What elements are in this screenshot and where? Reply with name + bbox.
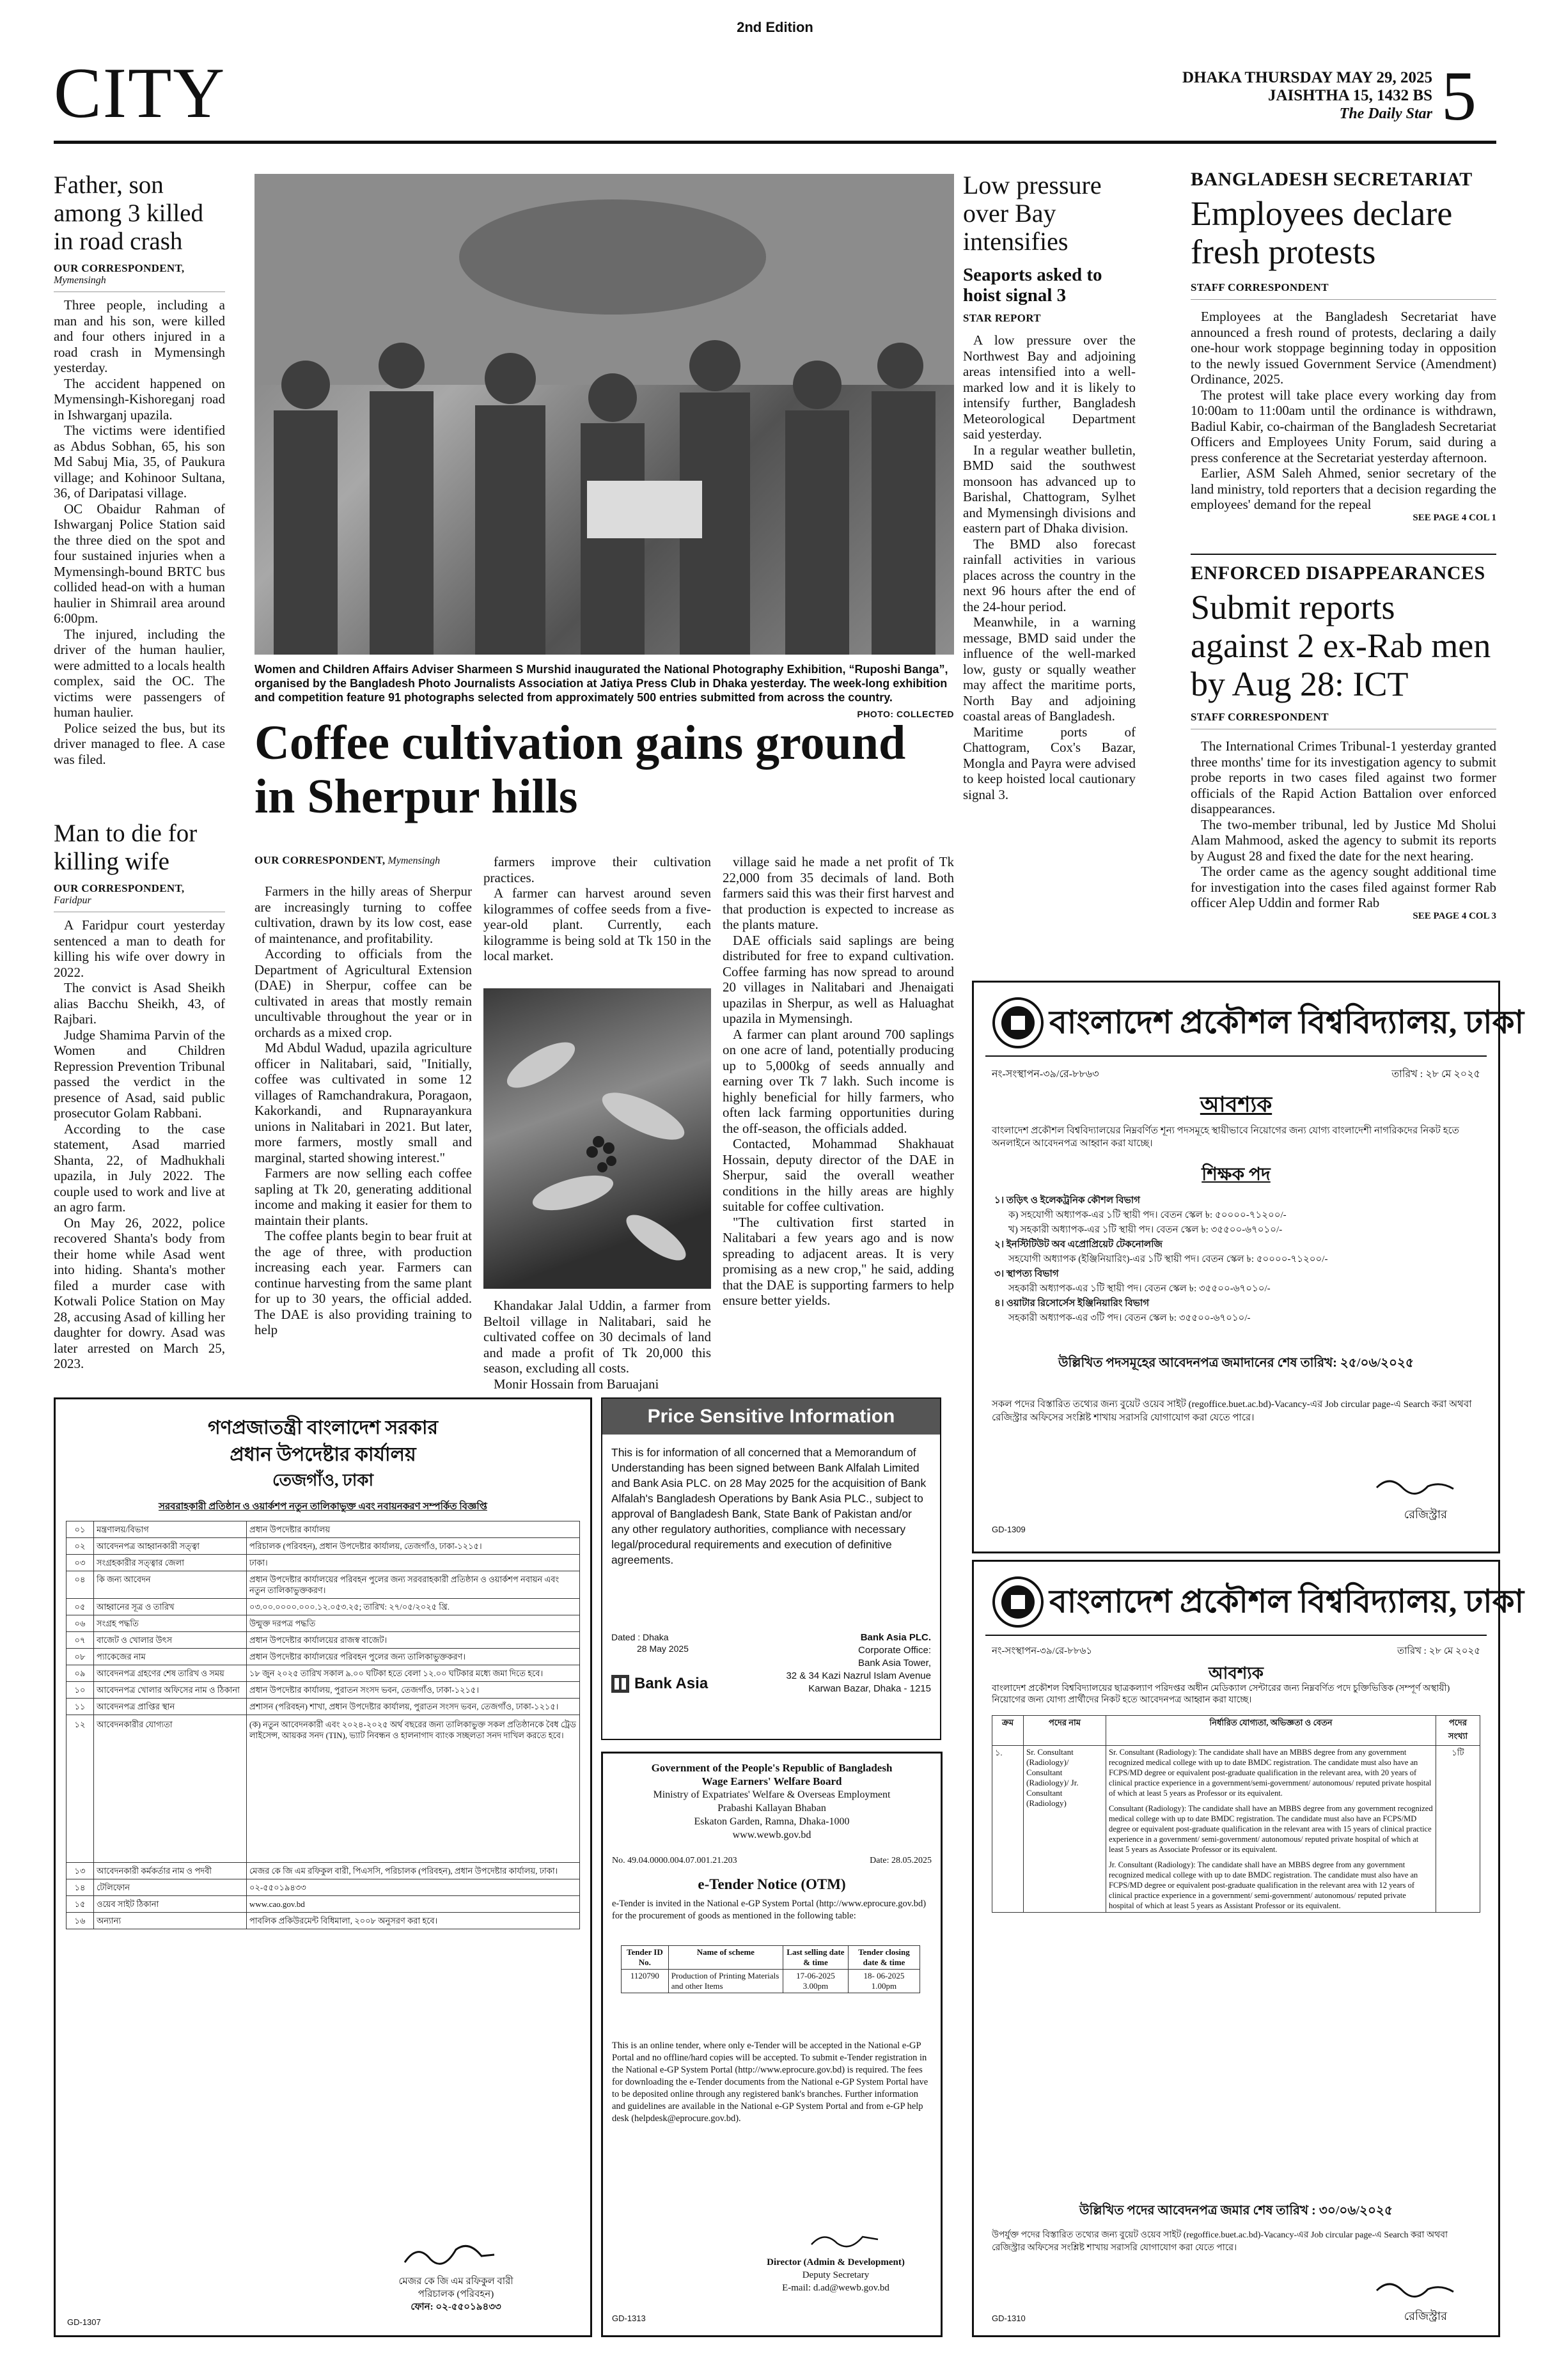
cell-value: ১৮ জুন ২০২৫ তারিখ সকাল ৯.০০ ঘটিকা হতে বেলা ১২.০০ ঘটিকার মধ্যে জমা দিতে হবে। bbox=[247, 1665, 580, 1682]
story-body bbox=[1191, 738, 1496, 911]
buet-ad-teacher bbox=[972, 981, 1524, 1553]
signatory-title: পরিচালক (পরিবহন) bbox=[418, 2289, 494, 2299]
address-line: Karwan Bazar, Dhaka - 1215 bbox=[808, 1683, 931, 1694]
col-scheme: Name of scheme bbox=[668, 1946, 783, 1970]
signatory bbox=[360, 2275, 552, 2314]
bank-address bbox=[786, 1631, 931, 1695]
table-row bbox=[67, 1632, 580, 1649]
ministry: Ministry of Expatriates' Welfare & Overseas Employment bbox=[653, 1789, 891, 1800]
list-item: সহকারী অধ্যাপক-এর ১টি স্থায়ী পদ। বেতন স্কেল ৳: ৩৫৫০০-৬৭০১০/- bbox=[1008, 1284, 1271, 1294]
cell-field: ওয়েব সাইট ঠিকানা bbox=[94, 1896, 247, 1913]
building: Prabashi Kallayan Bhaban bbox=[717, 1803, 826, 1814]
cell-serial: ০৪ bbox=[67, 1571, 94, 1599]
cell-value: পরিচালক (পরিবহন), প্রধান উপদেষ্টার কার্যালয়, তেজগাঁও, ঢাকা-১২১৫। bbox=[247, 1538, 580, 1555]
table-header-row bbox=[622, 1946, 920, 1970]
cell-field: আবেদনপত্র খোলার অফিসের নাম ও ঠিকানা bbox=[94, 1682, 247, 1699]
notice-note: সকল পদের বিস্তারিত তথ্যের জন্য বুয়েট ওয়েব সাইট (regoffice.buet.ac.bd)-Vacancy-এর Job circular page-এ Search করা অথবা রেজিস্ট্রার অফিসের সংশ্লিষ্ট শাখায় সরাসরি যোগাযোগ করা যেতে পারে। bbox=[992, 1399, 1472, 1423]
table-row bbox=[622, 1970, 920, 1993]
ad-code: GD-1313 bbox=[612, 2314, 646, 2323]
notice-date: তারিখ : ২৮ মে ২০২৫ bbox=[1397, 1646, 1480, 1656]
cell-tender-id: 1120790 bbox=[622, 1970, 669, 1993]
col-closing: Tender closing date & time bbox=[848, 1946, 920, 1970]
list-item: সহযোগী অধ্যাপক (ইঞ্জিনিয়ারিং)-এর ১টি স্থায়ী পদ। বেতন স্কেল ৳: ৫০০০০-৭১২০০/- bbox=[1008, 1254, 1328, 1264]
cell-value: মেজর কে জি এম রফিকুল বারী, পিএসসি, পরিচালক (পরিবহন), প্রধান উপদেষ্টার কার্যালয়, ঢাকা। bbox=[247, 1863, 580, 1879]
paragraph: "The cultivation first started in Nalitabari a few years ago and is now spreading to adjacent areas. It is very promising as a new crop," he said, adding that the DAE is supporting farmers to help ensure better yields. bbox=[723, 1214, 954, 1308]
address-line: Corporate Office: bbox=[858, 1645, 931, 1656]
list-item: ১। তড়িৎ ও ইলেকট্রনিক কৌশল বিভাগ bbox=[994, 1195, 1140, 1206]
cell-field: সংগ্রহ পদ্ধতি bbox=[94, 1615, 247, 1632]
paragraph: Monir Hossain from Baruajani bbox=[494, 1376, 659, 1392]
cell-field: প্যাকেজের নাম bbox=[94, 1649, 247, 1665]
gov-title: Government of the People's Republic of Bangladesh bbox=[651, 1762, 893, 1774]
table-row bbox=[67, 1699, 580, 1715]
paragraph: OC Obaidur Rahman of Ishwarganj Police Station said the three died on the spot and four sustained injuries when a Mymensingh-bound BRTC bus collided head-on with a human haulier in Shimrail area around 6:00pm. bbox=[54, 501, 225, 626]
col-count: পদের সংখ্যা bbox=[1436, 1716, 1480, 1746]
cao-ad bbox=[54, 1397, 592, 2337]
section-title: CITY bbox=[54, 54, 226, 133]
paragraph: Employees at the Bangladesh Secretariat have announced a fresh round of protests, declaring a daily one-hour work stoppage beginning today in opposition to the newly issued Government Service (Amendment) Ordinance, 2025. bbox=[1191, 309, 1496, 387]
byline-place: Mymensingh bbox=[388, 855, 441, 866]
notice-date: তারিখ : ২৮ মে ২০২৫ bbox=[1391, 1069, 1480, 1080]
signatory-rank: Deputy Secretary bbox=[802, 2270, 870, 2280]
table-row bbox=[67, 1665, 580, 1682]
table-row bbox=[67, 1896, 580, 1913]
paragraph: Contacted, Mohammad Shakhauat Hossain, deputy director of the DAE in Sherpur, said the overall weather conditions in the hilly areas are highly suitable for coffee cultivation. bbox=[723, 1136, 954, 1214]
paragraph: The injured, including the driver of the human haulier, were admitted to a locals health complex, said the OC. The victims were passengers of human haulier. bbox=[54, 626, 225, 720]
paragraph: The victims were identified as Abdus Sobhan, 65, his son Md Sabuj Mia, 35, of Paukura village; and Kohinoor Sultana, 36, of Daripatasi village. bbox=[54, 423, 225, 501]
story-secretariat bbox=[1191, 169, 1496, 524]
photo-credit: PHOTO: COLLECTED bbox=[857, 709, 954, 719]
cell-scheme: Production of Printing Materials and other Items bbox=[668, 1970, 783, 1993]
paragraph: Maritime ports of Chattogram, Cox's Bazar, Mongla and Payra were advised to keep hoisted local cautionary signal 3. bbox=[963, 724, 1136, 802]
kicker: ENFORCED DISAPPEARANCES bbox=[1191, 563, 1485, 584]
cell-field: আহ্বানের সূত্র ও তারিখ bbox=[94, 1599, 247, 1615]
byline: OUR CORRESPONDENT, bbox=[54, 882, 185, 894]
paragraph: The BMD also forecast rainfall activities in various places across the country in the next 96 hours after the end of the 24-hour period. bbox=[963, 536, 1136, 614]
paragraph: A Faridpur court yesterday sentenced a man to death for killing his wife over dowry in 2022. bbox=[54, 917, 225, 980]
paragraph: Judge Shamima Parvin of the Women and Children Repression Prevention Tribunal passed the verdict in the presence of Asad, said public prosecutor Golam Rabbani. bbox=[54, 1027, 225, 1121]
story-body bbox=[963, 332, 1136, 802]
byline: OUR CORRESPONDENT, bbox=[54, 262, 185, 274]
cao-table bbox=[66, 1521, 580, 1929]
story-divider bbox=[1191, 554, 1496, 555]
tender-heading: e-Tender Notice (OTM) bbox=[698, 1876, 846, 1892]
deadline: উল্লিখিত পদসমূহের আবেদনপত্র জমাদানের শেষ তারিখ: ২৫/০৬/২০২৫ bbox=[1058, 1356, 1414, 1370]
page-number: 5 bbox=[1441, 57, 1476, 135]
coffee-col-3 bbox=[723, 854, 954, 1309]
cao-title-3: তেজগাঁও, ঢাকা bbox=[272, 1471, 373, 1489]
cell-value: ঢাকা। bbox=[247, 1555, 580, 1571]
cell-field: আবেদনকারীর যোগ্যতা bbox=[94, 1715, 247, 1863]
post-title: শিক্ষক পদ bbox=[1202, 1165, 1271, 1185]
cell-serial: ১৪ bbox=[67, 1879, 94, 1896]
list-item: ক) সহযোগী অধ্যাপক-এর ১টি স্থায়ী পদ। বেতন স্কেল ৳: ৫০০০০-৭১২০০/- bbox=[1008, 1210, 1287, 1220]
cell-count: ১টি bbox=[1436, 1746, 1480, 1913]
buet-title: বাংলাদেশ প্রকৌশল বিশ্ববিদ্যালয়, ঢাকা bbox=[1049, 1004, 1524, 1040]
notice-heading: আবশ্যক bbox=[1209, 1664, 1264, 1683]
cell-field: বাজেট ও খোলার উৎস bbox=[94, 1632, 247, 1649]
cell-serial: ০৭ bbox=[67, 1632, 94, 1649]
notice-intro: বাংলাদেশ প্রকৌশল বিশ্ববিদ্যালয়ের নিম্নবর্ণিত শূন্য পদসমূহে স্থায়ীভাবে নিয়োগের জন্য যোগ্য বাংলাদেশী নাগরিকদের নিকট হতে অনলাইনে আবেদনপত্র আহ্বান করা যাচ্ছে। bbox=[992, 1126, 1459, 1149]
paragraph: A farmer can plant around 700 saplings on one acre of land, potentially producing up to 5,000kg of seeds annually and earning over Tk 7 lakh. Such income is highly beneficial for hilly farmers, who often lack farming opportunities during the off-season, the officials added. bbox=[723, 1026, 954, 1136]
cao-title-2: প্রধান উপদেষ্টার কার্যালয় bbox=[230, 1444, 416, 1465]
paragraph: According to the case statement, Asad married Shanta, 22, of Madhukhali upazila, in July 2022. The couple used to work and live at an agro farm. bbox=[54, 1121, 225, 1215]
paragraph: farmers improve their cultivation practices. bbox=[483, 854, 711, 885]
buet-logo-icon bbox=[992, 997, 1044, 1049]
signatory: রেজিস্ট্রার bbox=[1404, 2310, 1447, 2322]
cell-closing: 18- 06-2025 1.00pm bbox=[848, 1970, 920, 1993]
table-row bbox=[67, 1715, 580, 1863]
psi-dated bbox=[611, 1631, 689, 1654]
cell-value: প্রধান উপদেষ্টার কার্যালয়, পুরাতন সংসদ ভবন, তেজগাঁও, ঢাকা-১২১৫। bbox=[247, 1682, 580, 1699]
ad-code: GD-1307 bbox=[67, 2317, 101, 2327]
cell-serial: ১৬ bbox=[67, 1913, 94, 1929]
coffee-col-2-bottom bbox=[483, 1298, 711, 1392]
table-row bbox=[992, 1746, 1480, 1913]
cell-field: আবেদনকারী কর্মকর্তার নাম ও পদবী bbox=[94, 1863, 247, 1879]
list-item: ৩। স্থাপত্য বিভাগ bbox=[994, 1269, 1059, 1279]
table-row bbox=[67, 1649, 580, 1665]
cell-serial: ০১ bbox=[67, 1521, 94, 1538]
cell-value: প্রধান উপদেষ্টার কার্যালয়ের পরিবহন পুলের জন্য সরবরাহকারী প্রতিষ্ঠান ও ওয়ার্কশপ নবায়ন এবং নতুন তালিকাভুক্তকরণ। bbox=[247, 1571, 580, 1599]
paragraph: Earlier, ASM Saleh Ahmed, senior secretary of the land ministry, told reporters that a decision regarding the employees' demand for the repeal bbox=[1191, 465, 1496, 512]
address: Eskaton Garden, Ramna, Dhaka-1000 bbox=[694, 1816, 850, 1827]
cell-value: প্রধান উপদেষ্টার কার্যালয়ের পরিবহন পুলের জন্য তালিকাভুক্তকরণ। bbox=[247, 1649, 580, 1665]
cell-serial: ০৬ bbox=[67, 1615, 94, 1632]
post-list bbox=[994, 1194, 1480, 1326]
address-line: 32 & 34 Kazi Nazrul Islam Avenue bbox=[786, 1670, 931, 1681]
cell-value: প্রশাসন (পরিবহন) শাখা, প্রধান উপদেষ্টার কার্যালয়, পুরাতন সংসদ ভবন, তেজগাঁও, ঢাকা-১২১৫। bbox=[247, 1699, 580, 1715]
table-row bbox=[67, 1538, 580, 1555]
coffee-col-1 bbox=[254, 883, 472, 1338]
coffee-headline: Coffee cultivation gains ground in Sherpur hills bbox=[254, 716, 906, 823]
memo-date: Date: 28.05.2025 bbox=[870, 1856, 932, 1865]
registrar-signature bbox=[1370, 2271, 1460, 2303]
cell-serial: ০২ bbox=[67, 1538, 94, 1555]
requirement-text: Consultant (Radiology): The candidate shall have an MBBS degree from any government recognized medical college with up to date BMDC registration. The candidate must also have an FCPS/MD degree or equivalent post-graduate qualification in the relevant area with 15 years of clinical practice experience in a government/ semi-government/ autonomous/ reputed private hospital of which at least 5 years as Associate Professor or its equivalent. bbox=[1109, 1804, 1433, 1854]
dated-date: 28 May 2025 bbox=[637, 1644, 689, 1654]
paragraph: A farmer can harvest around seven kilogrammes of coffee seeds from a five-year-old plant. Currently, each kilogramme is being sold at Tk 150 in the local market. bbox=[483, 885, 711, 963]
headline: Man to die for killing wife bbox=[54, 820, 198, 875]
story-ict bbox=[1191, 563, 1496, 922]
paragraph: The convict is Asad Sheikh alias Bacchu Sheikh, 43, of Rajbari. bbox=[54, 980, 225, 1027]
table-row bbox=[67, 1555, 580, 1571]
exhibition-photo bbox=[254, 174, 954, 655]
tender-ad bbox=[601, 1752, 943, 2337]
buet-logo-icon bbox=[992, 1576, 1044, 1628]
cell-value: প্রধান উপদেষ্টার কার্যালয়ের রাজস্ব বাজেট। bbox=[247, 1632, 580, 1649]
kicker: BANGLADESH SECRETARIAT bbox=[1191, 169, 1473, 190]
cell-value: www.cao.gov.bd bbox=[247, 1896, 580, 1913]
ref-no: নং-সংস্থাপন-৩৯/রে-৮৮৬৩ bbox=[992, 1069, 1099, 1080]
story-road-crash bbox=[54, 171, 225, 767]
signatory-email[interactable]: E-mail: d.ad@wewb.gov.bd bbox=[782, 2283, 889, 2293]
coffee-photo bbox=[483, 988, 711, 1289]
buet-ad-radiology bbox=[972, 1560, 1524, 2337]
deadline: উল্লিখিত পদের আবেদনপত্র জমার শেষ তারিখ : ৩০/০৬/২০২৫ bbox=[1079, 2204, 1393, 2218]
jump-link[interactable]: SEE PAGE 4 COL 3 bbox=[1413, 910, 1496, 921]
cell-field: সংগ্রহকারীর সত্ত্বার জেলা bbox=[94, 1555, 247, 1571]
cell-serial: ০৮ bbox=[67, 1649, 94, 1665]
table-row bbox=[67, 1913, 580, 1929]
list-item: ২। ইনস্টিটিউট অব এপ্রোপ্রিয়েট টেকনোলজি bbox=[994, 1240, 1162, 1250]
caption-text: Women and Children Affairs Adviser Sharmeen S Murshid inaugurated the National Photography Exhibition, “Ruposhi Banga”, organised by the Bangladesh Photo Journalists Association at Jatiya Press Club in Dhaka yesterday. The week-long exhibition and competition feature 91 photographs selected from approximately 500 entries submitted from across the country. bbox=[254, 663, 948, 704]
post-table bbox=[992, 1715, 1480, 1913]
byline: STAFF CORRESPONDENT bbox=[1191, 711, 1329, 723]
coffee-byline bbox=[254, 854, 472, 867]
coffee-plant-illustration bbox=[483, 988, 711, 1289]
headline: Employees declare fresh protests bbox=[1191, 194, 1453, 271]
paragraph: Police seized the bus, but its driver managed to flee. A case was filed. bbox=[54, 720, 225, 767]
signatory bbox=[740, 2256, 932, 2294]
paragraph: DAE officials said saplings are being distributed for free to expand cultivation. Coffee farming has now spread to around 20 villages in Nalitabari and Jhenaigati upazilas in Sherpur, as well as Haluaghat upazila in Mymensingh. bbox=[723, 932, 954, 1026]
table-row bbox=[67, 1599, 580, 1615]
subhead: Seaports asked to hoist signal 3 bbox=[963, 265, 1102, 306]
story-bay bbox=[963, 171, 1136, 802]
psi-ad bbox=[601, 1397, 941, 1740]
col-tender-id: Tender ID No. bbox=[622, 1946, 669, 1970]
tender-intro: e-Tender is invited in the National e-GP System Portal (http://www.eprocure.gov.bd) for the procurement of goods as mentioned in the following table: bbox=[612, 1899, 927, 1921]
board-title: Wage Earners' Welfare Board bbox=[701, 1775, 842, 1787]
paragraph: Md Abdul Wadud, upazila agriculture officer in Nalitabari, said, "Initially, coffee was cultivated in some 12 villages of Ramchandrakura, Poragaon, Kakorkandi, and Rupnarayankura unions in Nalitabari in 2021. But later, more farmers, mostly small and marginal, started showing interest." bbox=[254, 1040, 472, 1165]
tender-footer: This is an online tender, where only e-Tender will be accepted in the National e-GP Portal and no offline/hard copies will be accepted. To submit e-Tender registration in the National e-GP System Portal (http://www.eprocure.gov.bd) is required. The fees for downloading the e-Tender documents from the National e-GP System Portal have to be deposited online through any registered bank's branches. Further information and guidelines are available in the National e-GP System Portal and from e-GP help desk (helpdesk@eprocure.gov.bd). bbox=[612, 2041, 928, 2124]
cell-serial: ০৫ bbox=[67, 1599, 94, 1615]
col-last-selling: Last selling date & time bbox=[783, 1946, 848, 1970]
company-name: Bank Asia PLC. bbox=[860, 1632, 931, 1643]
ad-code: GD-1309 bbox=[992, 1525, 1026, 1534]
table-row bbox=[67, 1521, 580, 1538]
paragraph: The two-member tribunal, led by Justice Md Sholui Alam Mahmood, asked the agency to submit its reports by August 28 and fixed the date for the next hearing. bbox=[1191, 816, 1496, 864]
ad-code: GD-1310 bbox=[992, 2314, 1026, 2323]
registrar-signature bbox=[1370, 1468, 1460, 1500]
byline: STAR REPORT bbox=[963, 312, 1041, 324]
coffee-col-2 bbox=[483, 854, 711, 964]
cao-title-1: গণপ্রজাতন্ত্রী বাংলাদেশ সরকার bbox=[207, 1417, 439, 1438]
table-row bbox=[67, 1863, 580, 1879]
notice-intro: বাংলাদেশ প্রকৌশল বিশ্ববিদ্যালয়ের ছাত্রকল্যাণ পরিদপ্তর অধীন মেডিক্যাল সেন্টারের জন্য নিম্নবর্ণিত পদে চুক্তিভিত্তিক (সম্পূর্ণ অস্থায়ী) নিয়োগের জন্য যোগ্য প্রার্থীদের নিকট হতে আবেদনপত্র আহ্বান করা যাচ্ছে। bbox=[992, 1684, 1450, 1705]
cell-value: ০৩.০০.০০০০.০০০.১২.০৫৩.২৫; তারিখ: ২৭/০৫/২০২৫ খ্রি. bbox=[247, 1599, 580, 1615]
story-body bbox=[54, 917, 225, 1372]
paragraph: The protest will take place every working day from 10:00am to 11:00am until the ordinance is withdrawn, Badiul Kabir, co-chairman of the Bangladesh Secretariat Officers and Employees Unity Forum, said during a press conference at the Secretariat yesterday afternoon. bbox=[1191, 387, 1496, 465]
cell-serial: ১৫ bbox=[67, 1896, 94, 1913]
byline: STAFF CORRESPONDENT bbox=[1191, 281, 1329, 293]
cao-subtitle: সরবরাহকারী প্রতিষ্ঠান ও ওয়ার্কশপ নতুন তালিকাভুক্ত এবং নবায়নকরণ সম্পর্কিত বিজ্ঞপ্তি bbox=[158, 1502, 487, 1512]
cell-last-selling: 17-06-2025 3.00pm bbox=[783, 1970, 848, 1993]
masthead-rule bbox=[54, 141, 1496, 144]
col-serial: ক্রম bbox=[992, 1716, 1024, 1746]
dateline bbox=[1087, 69, 1432, 123]
director-signature bbox=[398, 2237, 501, 2275]
table-row bbox=[67, 1879, 580, 1896]
cell-value: (ক) নতুন আবেদনকারী এবং ২০২৪-২০২৫ অর্থ বছরের জন্য তালিকাভুক্ত সকল প্রতিষ্ঠানকে বৈধ ট্রেড লাইসেন্স, আয়কর সনদ (TIN), ভ্যাট নিবন্ধন ও হালনাগাদ ব্যাংক সচ্ছলতা সনদ দাখিল করতে হবে। bbox=[247, 1715, 580, 1863]
cell-field: মন্ত্রণালয়/বিভাগ bbox=[94, 1521, 247, 1538]
paragraph: village said he made a net profit of Tk 22,000 from 35 decimals of land. Both farmers said this was their first harvest and that production is expected to increase as the plants mature. bbox=[723, 854, 954, 932]
cell-serial: ১. bbox=[992, 1746, 1024, 1913]
headline: Father, son among 3 killed in road crash bbox=[54, 171, 203, 255]
paragraph: Farmers in the hilly areas of Sherpur are increasingly turning to coffee cultivation, drawn by its low cost, ease of maintenance, and profitability. bbox=[254, 883, 472, 946]
memo-no: No. 49.04.0000.004.07.001.21.203 bbox=[612, 1856, 737, 1865]
cell-serial: ০৩ bbox=[67, 1555, 94, 1571]
paragraph: The accident happened on Mymensingh-Kishoreganj road in Ishwarganj upazila. bbox=[54, 375, 225, 423]
byline-place: Faridpur bbox=[54, 895, 91, 906]
story-body bbox=[1191, 309, 1496, 513]
paragraph: A low pressure over the Northwest Bay and adjoining areas intensified into a well-marked low and it is likely to intensify further, Bangladesh Meteorological Department said yesterday. bbox=[963, 332, 1136, 442]
list-item: ৪। ওয়াটার রিসোর্সেস ইঞ্জিনিয়ারিং বিভাগ bbox=[994, 1298, 1150, 1309]
psi-title: Price Sensitive Information bbox=[602, 1399, 940, 1435]
cell-field: কি জন্য আবেদন bbox=[94, 1571, 247, 1599]
headline: Low pressure over Bay intensifies bbox=[963, 171, 1102, 256]
cell-value: ০২-৫৫০১৯৪৩৩ bbox=[247, 1879, 580, 1896]
cell-field: অন্যান্য bbox=[94, 1913, 247, 1929]
edition-label: 2nd Edition bbox=[737, 19, 813, 35]
cell-value: পাবলিক প্রকিউরমেন্ট বিধিমালা, ২০০৮ অনুসরণ করা হবে। bbox=[247, 1913, 580, 1929]
paragraph: The International Crimes Tribunal-1 yesterday granted three months' time for its investigation agency to submit probe reports in two cases filed against two former officials of the Rapid Action Battalion over enforced disappearances. bbox=[1191, 738, 1496, 816]
signatory: রেজিস্ট্রার bbox=[1404, 1508, 1447, 1521]
cell-serial: ১০ bbox=[67, 1682, 94, 1699]
bank-asia-logo bbox=[611, 1675, 708, 1693]
photo-illustration bbox=[254, 174, 954, 655]
buet-header bbox=[985, 994, 1524, 1057]
requirement-text: Sr. Consultant (Radiology): The candidate shall have an MBBS degree from any government recognized medical college with up to date BMDC registration. The candidate must also have an FCPS/MD degree or equivalent post-graduate qualification in the relevant area, with 20 years of clinical practice experience in a government/semi-government/ autonomous/ reputed private hospital of which at least 5 years as Professor or its equivalent. bbox=[1109, 1748, 1432, 1798]
signatory-title: Director (Admin & Development) bbox=[767, 2257, 905, 2267]
paragraph: According to officials from the Department of Agricultural Extension (DAE) in Sherpur, coffee can be cultivated in areas that mostly remain uncultivable throughout the year or in orchards as a mixed crop. bbox=[254, 946, 472, 1040]
address-line: Bank Asia Tower, bbox=[858, 1658, 931, 1668]
story-wife bbox=[54, 820, 225, 1372]
cell-value: প্রধান উপদেষ্টার কার্যালয় bbox=[247, 1521, 580, 1538]
cell-serial: ১১ bbox=[67, 1699, 94, 1715]
paragraph: On May 26, 2022, police recovered Shanta's body from their home while Asad went into hiding. Shanta's mother filed a murder case with Kotwali Police Station on May 28, accusing Asad of killing her daughter for dowry. Asad was later arrested on March 25, 2023. bbox=[54, 1215, 225, 1371]
cell-field: আবেদনপত্র গ্রহণের শেষ তারিখ ও সময় bbox=[94, 1665, 247, 1682]
cell-field: আবেদনপত্র আহ্বানকারী সত্ত্বা bbox=[94, 1538, 247, 1555]
table-row bbox=[67, 1571, 580, 1599]
paragraph: Farmers are now selling each coffee sapling at Tk 20, generating additional income and making it easier for them to maintain their plants. bbox=[254, 1165, 472, 1228]
cell-value: উন্মুক্ত দরপত্র পদ্ধতি bbox=[247, 1615, 580, 1632]
cell-serial: ০৯ bbox=[67, 1665, 94, 1682]
tender-header bbox=[611, 1761, 933, 1842]
notice-heading: আবশ্যক bbox=[1200, 1093, 1272, 1117]
paragraph: Meanwhile, in a warning message, BMD said under the influence of the well-marked low, gusty or squally weather may affect the maritime ports, North Bay and adjoining coastal areas of Bangladesh. bbox=[963, 614, 1136, 724]
buet-title: বাংলাদেশ প্রকৌশল বিশ্ববিদ্যালয়, ঢাকা bbox=[1049, 1583, 1524, 1619]
paragraph: In a regular weather bulletin, BMD said the southwest monsoon has advanced up to Barishal, Chattogram, Sylhet and Mymensingh divisions and eastern part of Dhaka division. bbox=[963, 442, 1136, 536]
bank-asia-logo-icon bbox=[611, 1675, 629, 1693]
coffee-photo-caption: Khandakar Jalal Uddin, a farmer from Beltoil village in Nalitabari, said he cultivated coffee on 30 decimals of land and made a profit of Tk 20,000 this season, excluding all costs. bbox=[483, 1298, 711, 1376]
cell-post: Sr. Consultant (Radiology)/ Consultant (Radiology)/ Jr. Consultant (Radiology) bbox=[1024, 1746, 1106, 1913]
story-body bbox=[54, 297, 225, 767]
paper-logo: The Daily Star bbox=[1339, 105, 1432, 122]
ref-no: নং-সংস্থাপন-৩৯/রে-৮৮৬১ bbox=[992, 1646, 1093, 1656]
cell-field: টেলিফোন bbox=[94, 1879, 247, 1896]
paragraph: The order came as the agency sought additional time for investigation into the cases filed against former Rab officer Alep Uddin and former Rab bbox=[1191, 864, 1496, 910]
photo-caption bbox=[254, 662, 954, 721]
cell-field: আবেদনপত্র প্রাপ্তির স্থান bbox=[94, 1699, 247, 1715]
list-item: সহকারী অধ্যাপক-এর ৩টি পদ। বেতন স্কেল ৳: ৩৫৫০০-৬৭০১০/- bbox=[1008, 1313, 1251, 1323]
headline: Submit reports against 2 ex-Rab men by Aug 28: ICT bbox=[1191, 588, 1491, 703]
psi-body: This is for information of all concerned that a Memorandum of Understanding has been signed between Bank Alfalah Limited and Bank Asia PLC. on 28 May 2025 for the acquisition of Bank Alfalah's Bangladesh Operations by Bank Asia PLC., subject to approval of Bangladesh Bank, State Bank of Pakistan and/or any other regulatory authorities, compliance with necessary legal/procedural requirements and execution of definitive agreements. bbox=[611, 1446, 927, 1566]
table-header-row bbox=[992, 1716, 1480, 1746]
byline: OUR CORRESPONDENT, bbox=[254, 854, 386, 866]
tender-table bbox=[621, 1945, 920, 1993]
buet-header bbox=[985, 1573, 1524, 1636]
cell-serial: ১৩ bbox=[67, 1863, 94, 1879]
jump-link[interactable]: SEE PAGE 4 COL 1 bbox=[1413, 512, 1496, 523]
col-requirements: নির্ধারিত যোগ্যতা, অভিজ্ঞতা ও বেতন bbox=[1106, 1716, 1436, 1746]
cell-serial: ১২ bbox=[67, 1715, 94, 1863]
signatory-name: মেজর কে জি এম রফিকুল বারী bbox=[398, 2276, 513, 2287]
paragraph: The coffee plants begin to bear fruit at the age of three, with production increasing each year. Farmers can continue harvesting from the same plant for up to 30 years, the official added. The DAE is also providing training to help bbox=[254, 1228, 472, 1337]
dated-label: Dated : Dhaka bbox=[611, 1632, 669, 1642]
dateline-bangla-date: JAISHTHA 15, 1432 BS bbox=[1267, 87, 1432, 104]
signatory-phone: ফোন: ০২-৫৫০১৯৪৩৩ bbox=[411, 2302, 501, 2312]
requirement-text: Jr. Consultant (Radiology): The candidate shall have an MBBS degree from any government recognized medical college with up to date BMDC registration. The candidate must also have an FCPS/MD degree or equivalent post-graduate qualification in the relevant area with 12 years of clinical practice experience in a government/ semi-government/ autonomous/ reputed private hospital of which at least 5 years as Assistant Professor or its equivalent. bbox=[1109, 1860, 1418, 1910]
table-row bbox=[67, 1682, 580, 1699]
table-row bbox=[67, 1615, 580, 1632]
bank-asia-logo-text: Bank Asia bbox=[634, 1675, 708, 1692]
list-item: খ) সহকারী অধ্যাপক-এর ১টি স্থায়ী পদ। বেতন স্কেল ৳: ৩৫৫০০-৬৭০১০/- bbox=[1008, 1225, 1283, 1235]
byline-place: Mymensingh bbox=[54, 275, 106, 286]
director-signature bbox=[806, 2227, 883, 2252]
dateline-date: DHAKA THURSDAY MAY 29, 2025 bbox=[1182, 69, 1432, 86]
notice-note: উপর্যুক্ত পদের বিস্তারিত তথ্যের জন্য বুয়েট ওয়েব সাইট (regoffice.buet.ac.bd)-Vacancy-এর Job circular page-এ Search করা অথবা রেজিস্ট্রার অফিসের সংশ্লিষ্ট শাখায় সরাসরি যোগাযোগ করা যেতে পারে। bbox=[992, 2230, 1448, 2253]
paragraph: Three people, including a man and his son, were killed and four others injured in a road crash in Mymensingh yesterday. bbox=[54, 297, 225, 375]
website-link[interactable]: www.wewb.gov.bd bbox=[732, 1830, 811, 1840]
col-post: পদের নাম bbox=[1024, 1716, 1106, 1746]
cell-requirements bbox=[1106, 1746, 1436, 1913]
